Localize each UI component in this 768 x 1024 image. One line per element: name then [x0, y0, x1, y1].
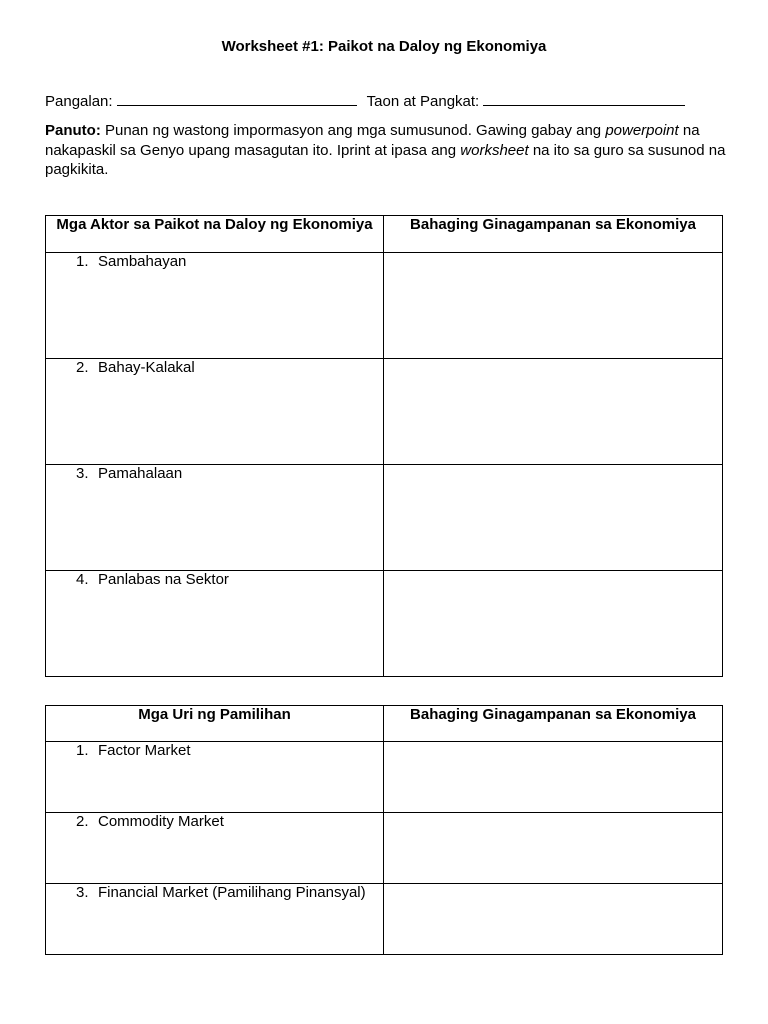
student-fields — [45, 92, 735, 110]
markets-table — [45, 705, 723, 955]
item-label: Sambahayan — [98, 253, 187, 270]
actors-table — [45, 215, 723, 677]
section-label: Taon at Pangkat: — [366, 93, 480, 110]
actor-cell — [46, 253, 384, 359]
actor-cell — [46, 359, 384, 465]
column-header-role: Bahaging Ginagampanan sa Ekonomiya — [384, 216, 723, 253]
market-cell — [46, 813, 384, 884]
answer-cell[interactable] — [384, 359, 723, 465]
answer-cell[interactable] — [384, 465, 723, 571]
item-label: Commodity Market — [98, 813, 224, 830]
name-blank[interactable] — [117, 92, 357, 106]
column-header-markets: Mga Uri ng Pamilihan — [46, 706, 384, 742]
item-label: Pamahalaan — [98, 465, 183, 482]
actor-cell — [46, 571, 384, 677]
instructions-text-1: Punan ng wastong impormasyon ang mga sumusunod. Gawing gabay ang — [100, 122, 606, 139]
section-blank[interactable] — [483, 92, 685, 106]
table-row — [46, 465, 723, 571]
instructions-text-3: na ito sa guro sa susunod na pagkikita. — [45, 141, 726, 178]
instructions — [45, 121, 735, 180]
instructions-emphasis-1: powerpoint — [605, 122, 679, 139]
item-number: 3. — [76, 465, 89, 482]
column-header-actors: Mga Aktor sa Paikot na Daloy ng Ekonomiya — [46, 216, 384, 253]
table-row — [46, 253, 723, 359]
item-label: Bahay-Kalakal — [98, 359, 195, 376]
answer-cell[interactable] — [384, 884, 723, 955]
item-number: 3. — [76, 884, 89, 901]
item-number: 1. — [76, 742, 89, 759]
market-cell — [46, 742, 384, 813]
answer-cell[interactable] — [384, 742, 723, 813]
column-header-role: Bahaging Ginagampanan sa Ekonomiya — [384, 706, 723, 742]
answer-cell[interactable] — [384, 571, 723, 677]
table-row — [46, 813, 723, 884]
name-label: Pangalan: — [45, 93, 113, 110]
instructions-lead: Panuto: — [45, 122, 101, 139]
item-label: Factor Market — [98, 742, 191, 759]
item-label: Financial Market (Pamilihang Pinansyal) — [98, 884, 366, 901]
instructions-text-2: na nakapaskil sa Genyo upang masagutan ito. Iprint at ipasa ang — [45, 122, 700, 159]
actor-cell — [46, 465, 384, 571]
table-header-row — [46, 216, 723, 253]
table-row — [46, 884, 723, 955]
table-row — [46, 742, 723, 813]
item-number: 2. — [76, 359, 89, 376]
answer-cell[interactable] — [384, 253, 723, 359]
table-header-row — [46, 706, 723, 742]
item-label: Panlabas na Sektor — [98, 571, 229, 588]
item-number: 1. — [76, 253, 89, 270]
market-cell — [46, 884, 384, 955]
item-number: 4. — [76, 571, 89, 588]
instructions-emphasis-2: worksheet — [460, 141, 529, 159]
item-number: 2. — [76, 813, 89, 830]
table-row — [46, 571, 723, 677]
worksheet-title: Worksheet #1: Paikot na Daloy ng Ekonomiya — [221, 38, 547, 55]
table-row — [46, 359, 723, 465]
answer-cell[interactable] — [384, 813, 723, 884]
